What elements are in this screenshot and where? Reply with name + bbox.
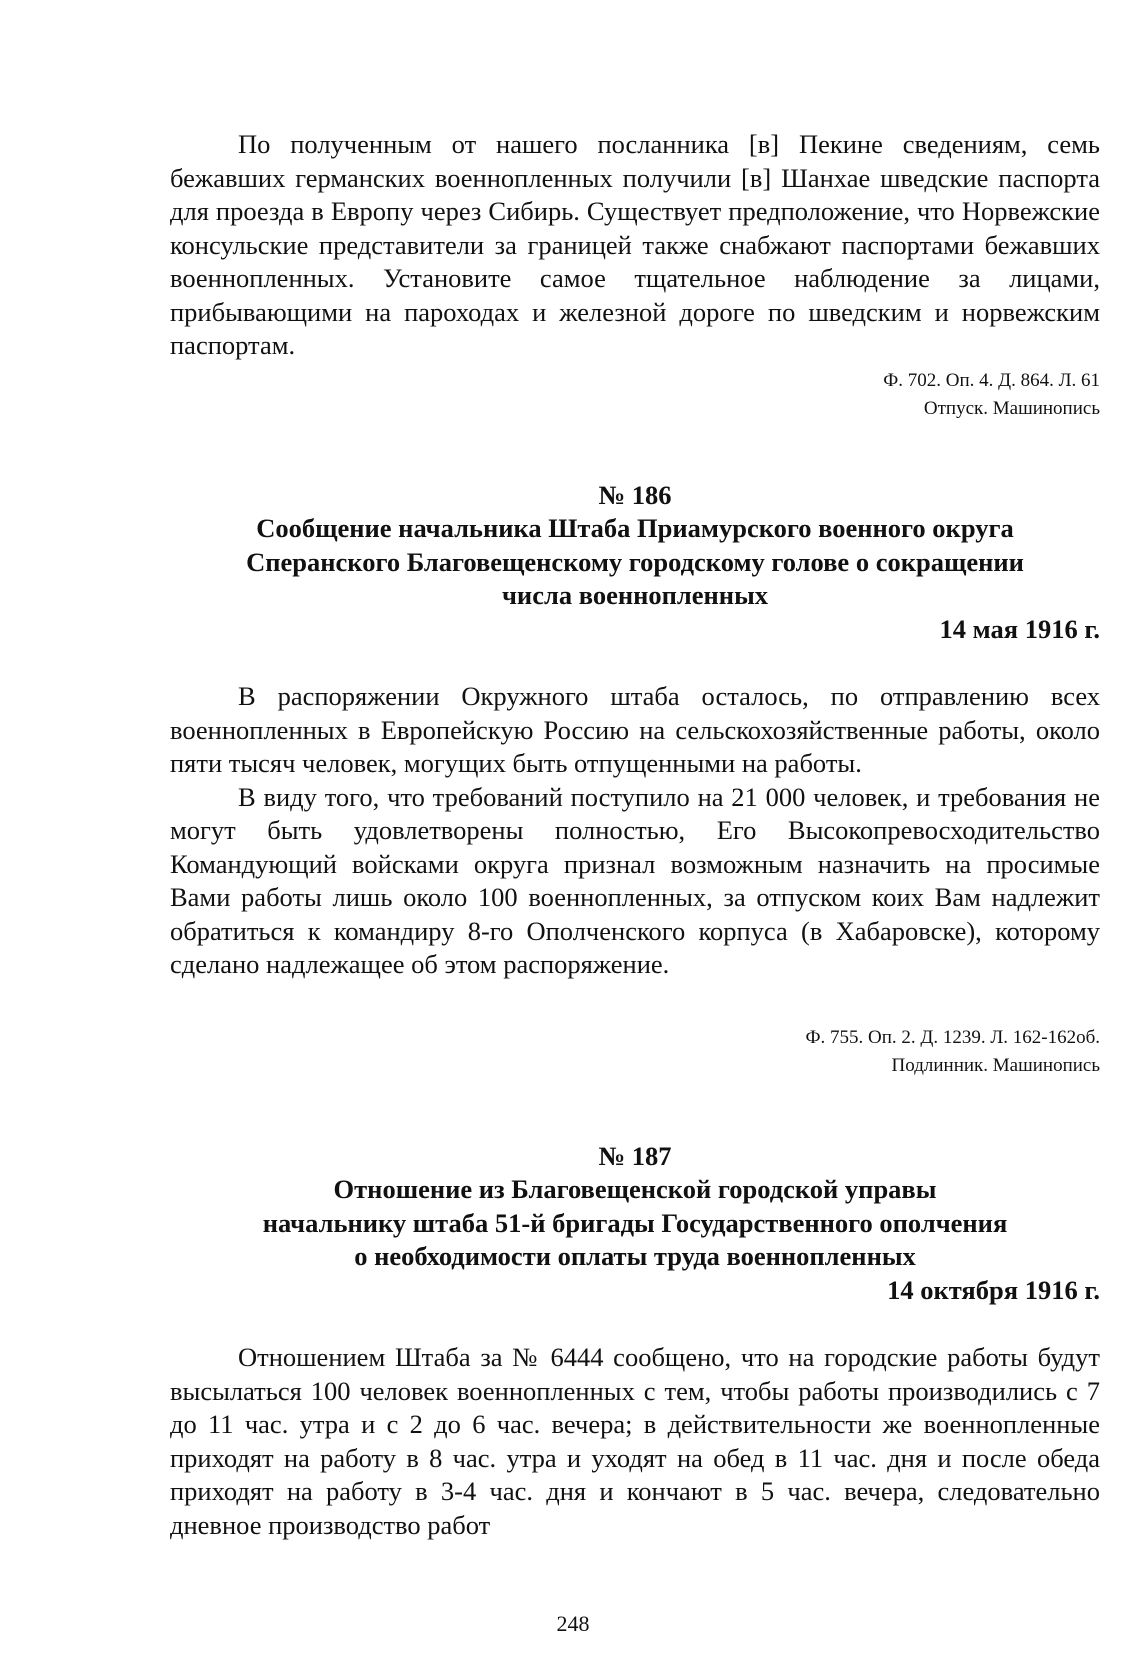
document-type-note: Отпуск. Машинопись: [923, 397, 1100, 419]
document-page: [170, 128, 1100, 1542]
document-187: [170, 1140, 1100, 1543]
body-paragraph: В распоряжении Окружного штаба осталось, по отправлению всех военнопленных в Европейскую Россию на сельскохозяйственные работы, около пяти тысяч человек, могущих быть отпущенными на работы.: [170, 681, 1100, 778]
document-date: 14 октября 1916 г.: [887, 1274, 1100, 1305]
document-title-line: числа военнопленных: [501, 580, 769, 610]
body-paragraph: В виду того, что требований поступило на 21 000 человек, и требования не могут быть удовлетворены полностью, Его Высокопревосходительство Командующий войсками округа признал возможным назначить на просимые Вами работы лишь около 100 военнопленных, за отпуском коих Вам надлежит обратиться к командиру 8-го Ополченского корпуса (в Хабаровске), которому сделано надлежащее об этом распоряжение.: [170, 781, 1100, 979]
page-number: 248: [556, 1611, 590, 1636]
document-186: [170, 479, 1100, 1080]
document-title-line: Сообщение начальника Штаба Приамурского военного округа: [256, 513, 1014, 543]
archive-reference: Ф. 755. Оп. 2. Д. 1239. Л. 162-162об.: [805, 1026, 1100, 1048]
document-title-line: Сперанского Благовещенскому городскому голове о сокращении: [246, 546, 1024, 577]
archive-reference: Ф. 702. Оп. 4. Д. 864. Л. 61: [883, 369, 1100, 391]
document-number: № 187: [598, 1140, 672, 1171]
body-paragraph: По полученным от нашего посланника [в] Пекине сведениям, семь бежавших германских военнопленных получили [в] Шанхае шведские паспорта для проезда в Европу через Сибирь. Существует предположение, что Норвежские консульские представители за границей также снабжают паспортами бежавших военнопленных. Установите самое тщательное наблюдение за лицами, прибывающими на пароходах и железной дороге по шведским и норвежским паспортам.: [170, 129, 1100, 360]
document-185-continuation: [170, 128, 1100, 423]
document-type-note: Подлинник. Машинопись: [891, 1054, 1100, 1076]
document-title-line: Отношение из Благовещенской городской управы: [333, 1174, 937, 1204]
document-title-line: о необходимости оплаты труда военнопленных: [354, 1241, 916, 1271]
document-date: 14 мая 1916 г.: [939, 613, 1100, 644]
body-paragraph: Отношением Штаба за № 6444 сообщено, что на городские работы будут высылаться 100 человек военнопленных с тем, чтобы работы производились с 7 до 11 час. утра и с 2 до 6 час. вечера; в действительности же военнопленные приходят на работу в 8 час. утра и уходят на обед в 11 час. дня и после обеда приходят на работу в 3-4 час. дня и кончают в 5 час. вечера, следовательно дневное производство работ: [170, 1342, 1100, 1540]
document-title-line: начальнику штаба 51-й бригады Государственного ополчения: [262, 1207, 1008, 1238]
document-number: № 186: [598, 479, 672, 510]
